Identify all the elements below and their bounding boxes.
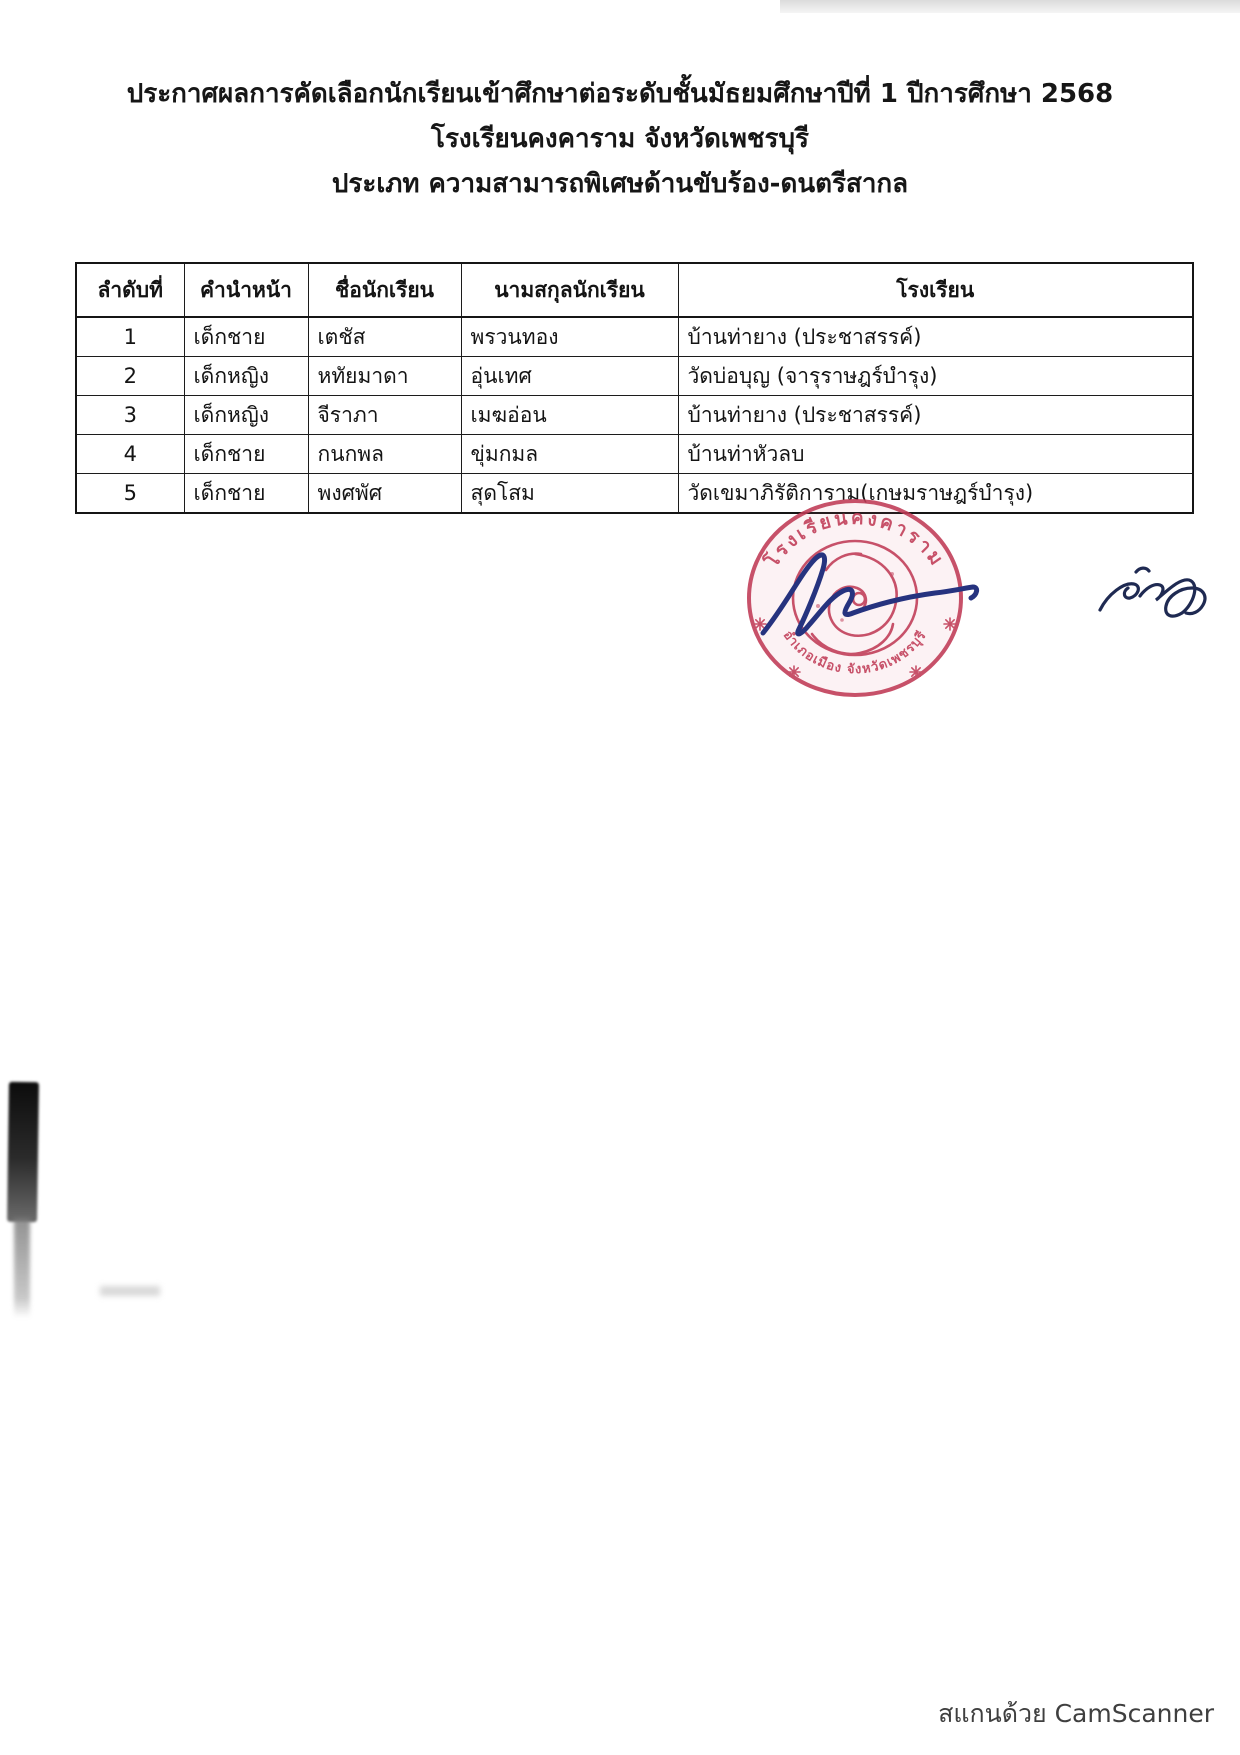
scan-artifact xyxy=(780,0,1240,13)
table-cell: บ้านท่ายาง (ประชาสรรค์) xyxy=(678,396,1193,435)
table-row xyxy=(76,357,1193,396)
table-row xyxy=(76,396,1193,435)
table-cell: จีราภา xyxy=(308,396,461,435)
table-cell: ขุ่มกมล xyxy=(461,435,678,474)
results-table xyxy=(75,262,1194,514)
table-cell: กนกพล xyxy=(308,435,461,474)
initials-signature-stroke xyxy=(1082,538,1222,628)
table-row xyxy=(76,474,1193,514)
column-header: นามสกุลนักเรียน xyxy=(461,263,678,317)
document-header xyxy=(0,72,1240,207)
table-cell: เด็กหญิง xyxy=(184,357,308,396)
table-row xyxy=(76,435,1193,474)
document-title-line2: โรงเรียนคงคาราม จังหวัดเพชรบุรี xyxy=(431,124,809,154)
table-cell: เมฆอ่อน xyxy=(461,396,678,435)
document-title-line3: ประเภท ความสามารถพิเศษด้านขับร้อง-ดนตรีสากล xyxy=(331,169,909,199)
table-cell: เด็กชาย xyxy=(184,474,308,514)
column-header: ลำดับที่ xyxy=(76,263,184,317)
table-cell: พงศพัศ xyxy=(308,474,461,514)
signature-stroke xyxy=(735,525,995,655)
results-table-container xyxy=(75,262,1192,514)
camscanner-watermark: สแกนด้วย CamScanner xyxy=(938,1699,1214,1728)
table-cell: เด็กชาย xyxy=(184,317,308,357)
table-cell: อุ่นเทศ xyxy=(461,357,678,396)
table-cell: บ้านท่ายาง (ประชาสรรค์) xyxy=(678,317,1193,357)
stamp-star-icon xyxy=(788,666,800,678)
table-cell: เด็กชาย xyxy=(184,435,308,474)
document-title-line1: ประกาศผลการคัดเลือกนักเรียนเข้าศึกษาต่อระดับชั้นมัธยมศึกษาปีที่ 1 ปีการศึกษา 2568 xyxy=(126,79,1114,109)
table-cell: พรวนทอง xyxy=(461,317,678,357)
table-cell: 2 xyxy=(76,357,184,396)
column-header: คำนำหน้า xyxy=(184,263,308,317)
table-cell: เตชัส xyxy=(308,317,461,357)
table-cell: 1 xyxy=(76,317,184,357)
scan-artifact xyxy=(100,1286,160,1296)
stamp-star-icon xyxy=(910,666,922,678)
table-cell: เด็กหญิง xyxy=(184,396,308,435)
header-row xyxy=(76,263,1193,317)
table-cell: 4 xyxy=(76,435,184,474)
table-row xyxy=(76,317,1193,357)
table-cell: วัดเขมาภิรัติการาม(เกษมราษฎร์บำรุง) xyxy=(678,474,1193,514)
column-header: โรงเรียน xyxy=(678,263,1193,317)
table-cell: 5 xyxy=(76,474,184,514)
table-cell: บ้านท่าหัวลบ xyxy=(678,435,1193,474)
table-cell: 3 xyxy=(76,396,184,435)
scan-artifact xyxy=(7,1082,39,1222)
table-cell: หทัยมาดา xyxy=(308,357,461,396)
table-cell: วัดบ่อบุญ (จารุราษฎร์บำรุง) xyxy=(678,357,1193,396)
table-cell: สุดโสม xyxy=(461,474,678,514)
column-header: ชื่อนักเรียน xyxy=(308,263,461,317)
scan-artifact xyxy=(14,1218,30,1318)
stamp-arc-top-text: โรงเรียนคงคาราม xyxy=(760,506,949,572)
stamp-arc-bottom-text: อำเภอเมือง จังหวัดเพชรบุรี xyxy=(779,627,930,678)
